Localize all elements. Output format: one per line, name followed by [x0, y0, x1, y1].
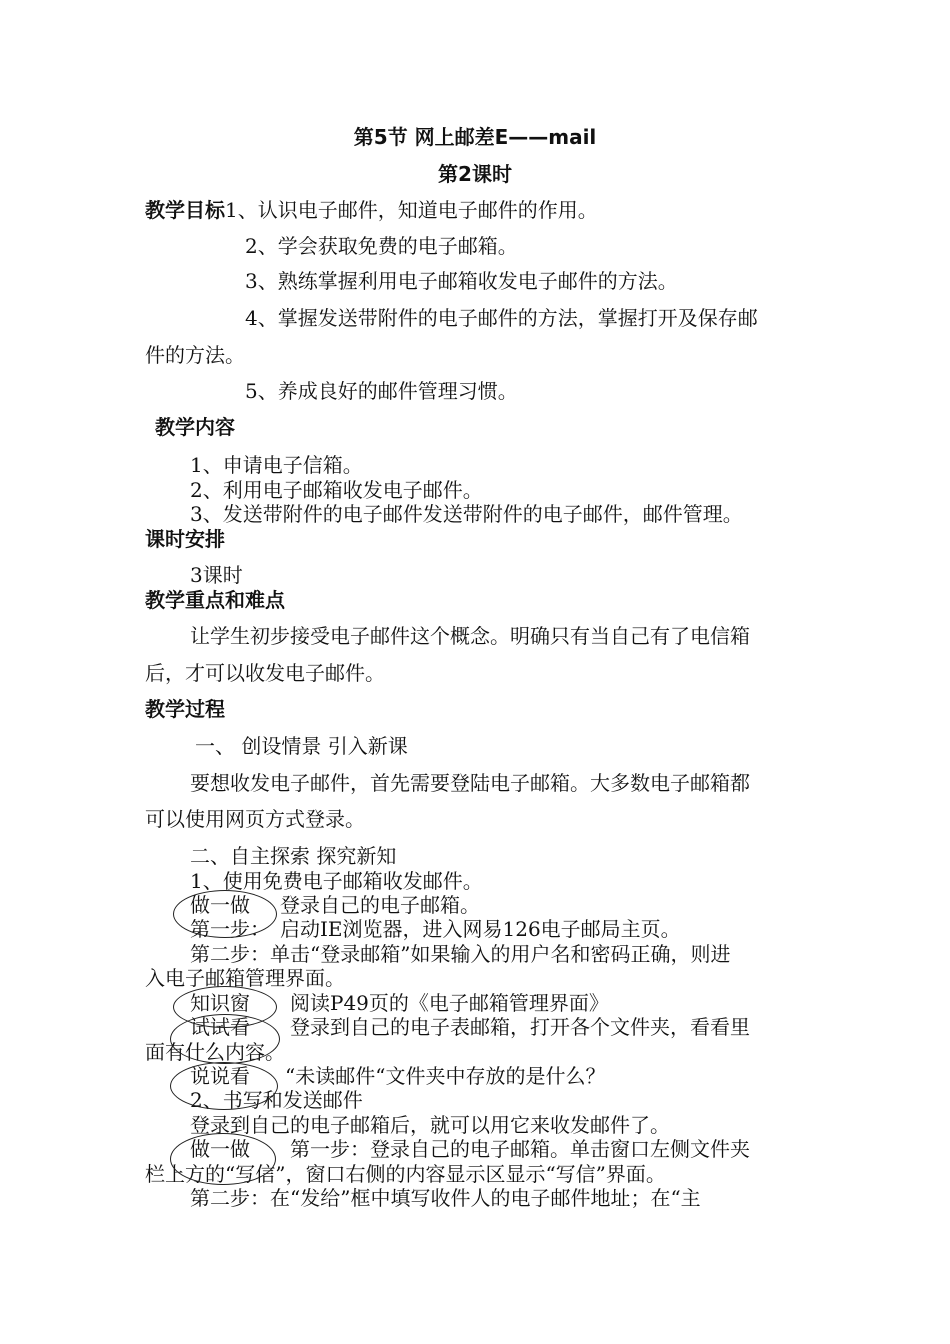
- objectives-label: 教学目标: [145, 198, 225, 222]
- second-step-line-b: 入电子邮箱管理界面。: [145, 966, 345, 990]
- objective-item-4b: 件的方法。: [145, 343, 245, 367]
- process-step-2: 二、自主探索 探究新知: [190, 844, 397, 868]
- say-it-text: “未读邮件“文件夹中存放的是什么？: [285, 1064, 606, 1088]
- keypoints-line-1: 让学生初步接受电子邮件这个概念。明确只有当自己有了电信箱: [190, 624, 750, 648]
- do-try-text-1: 登录自己的电子邮箱。: [280, 893, 480, 917]
- objective-item-5: 5、养成良好的邮件管理习惯。: [245, 379, 518, 403]
- do-try-oval-2: [170, 1133, 276, 1185]
- say-it-tag: 说说看: [190, 1064, 250, 1088]
- process-sub-2: 2、书写和发送邮件: [190, 1088, 363, 1112]
- page-subtitle: 第2课时: [438, 162, 512, 186]
- schedule-value: 3课时: [190, 563, 243, 587]
- content-label: 教学内容: [155, 415, 235, 439]
- process-para-1a: 要想收发电子邮件，首先需要登陆电子邮箱。大多数电子邮箱都: [190, 771, 750, 795]
- try-it-tag: 试试看: [190, 1015, 250, 1039]
- keypoints-line-2: 后，才可以收发电子邮件。: [145, 661, 385, 685]
- knowledge-window-tag: 知识窗: [190, 991, 250, 1015]
- objectives-line-1: [145, 198, 598, 222]
- process-para-1b: 可以使用网页方式登录。: [145, 807, 365, 831]
- page-title: 第5节 网上邮差E——mail: [353, 125, 597, 149]
- content-item-2: 2、利用电子邮箱收发电子邮件。: [190, 478, 483, 502]
- first-step-tag: 第一步：: [190, 917, 270, 941]
- keypoints-label: 教学重点和难点: [145, 588, 285, 612]
- do-try-text-2a: 第一步：登录自己的电子邮箱。单击窗口左侧文件夹: [290, 1137, 750, 1161]
- content-item-1: 1、申请电子信箱。: [190, 453, 363, 477]
- process-step-1: 一、 创设情景 引入新课: [195, 734, 408, 758]
- do-try-tag-1: 做一做: [190, 893, 250, 917]
- second-step-2-line-a: 第二步：在“发给”框中填写收件人的电子邮件地址；在“主: [190, 1186, 701, 1210]
- process-label: 教学过程: [145, 697, 225, 721]
- first-step-text: 启动IE浏览器，进入网易126电子邮局主页。: [280, 917, 681, 941]
- objective-item-4a: 4、掌握发送带附件的电子邮件的方法，掌握打开及保存邮: [245, 306, 758, 330]
- objective-item-3: 3、熟练掌握利用电子邮箱收发电子邮件的方法。: [245, 269, 678, 293]
- process-para-2: 登录到自己的电子邮箱后，就可以用它来收发邮件了。: [190, 1113, 670, 1137]
- second-step-line-a: 第二步：单击“登录邮箱”如果输入的用户名和密码正确，则进: [190, 942, 731, 966]
- try-it-oval: [170, 1014, 280, 1064]
- objective-item-1: 1、认识电子邮件，知道电子邮件的作用。: [225, 198, 598, 222]
- try-it-text-a: 登录到自己的电子表邮箱，打开各个文件夹，看看里: [290, 1015, 750, 1039]
- schedule-label: 课时安排: [145, 527, 225, 551]
- do-try-text-2b: 栏上方的“写信”，窗口右侧的内容显示区显示“写信”界面。: [145, 1162, 666, 1186]
- try-it-text-b: 面有什么内容。: [145, 1040, 285, 1064]
- do-try-oval-1: [173, 890, 277, 938]
- do-try-tag-2: 做一做: [190, 1137, 250, 1161]
- process-sub-1: 1、使用免费电子邮箱收发邮件。: [190, 869, 483, 893]
- content-item-3: 3、发送带附件的电子邮件发送带附件的电子邮件，邮件管理。: [190, 502, 743, 526]
- knowledge-window-text: 阅读P49页的《电子邮箱管理界面》: [290, 991, 609, 1015]
- objective-item-2: 2、学会获取免费的电子邮箱。: [245, 234, 518, 258]
- say-it-oval: [170, 1062, 278, 1110]
